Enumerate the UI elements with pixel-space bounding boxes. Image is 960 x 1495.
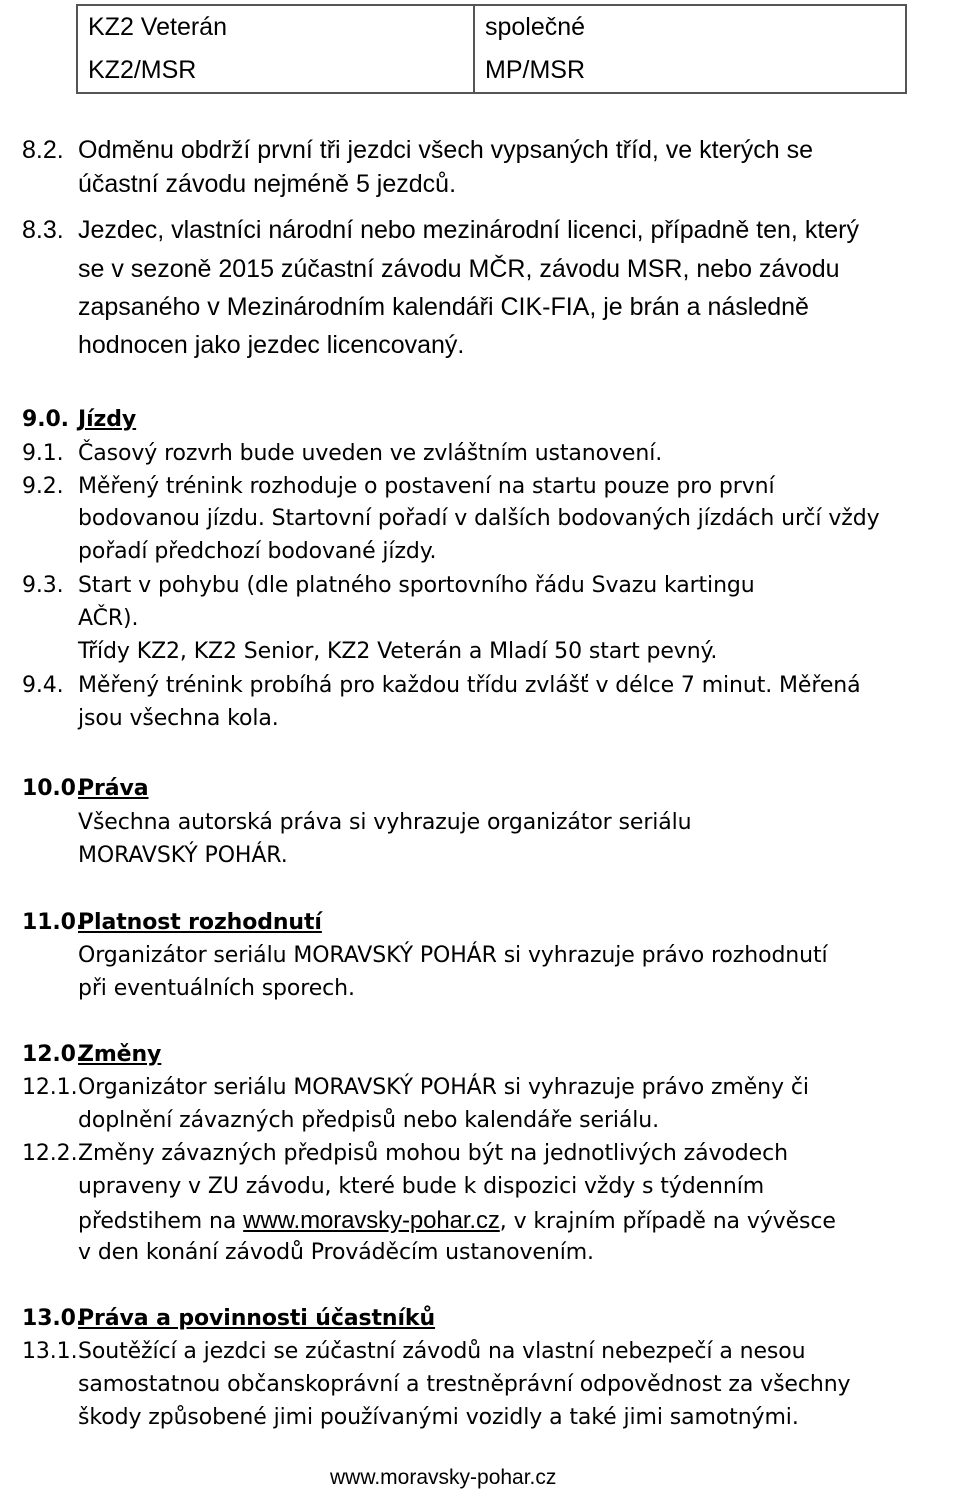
paragraph-text: , v krajním případě na vývěsce (499, 1209, 836, 1234)
section-number: 8.3. (22, 216, 64, 244)
section-number: 9.4. (22, 673, 64, 698)
section-heading: Platnost rozhodnutí (78, 910, 322, 935)
section-number: 13.1. (22, 1339, 78, 1364)
paragraph-line: Změny závazných předpisů mohou být na jednotlivých závodech (78, 1141, 788, 1166)
paragraph-line: Organizátor seriálu MORAVSKÝ POHÁR si vyhrazuje právo změny či (78, 1075, 809, 1100)
section-number: 9.3. (22, 573, 64, 598)
paragraph-line (78, 1207, 836, 1235)
table-cell-text: společné (485, 13, 586, 41)
paragraph-line: Jezdec, vlastníci národní nebo mezinárodní licenci, případně ten, který (78, 216, 859, 244)
footer-url: www.moravsky-pohar.cz (330, 1466, 557, 1489)
section-number: 9.0. (22, 407, 69, 432)
table-cell (474, 5, 906, 93)
paragraph-line: při eventuálních sporech. (78, 976, 355, 1001)
section-number: 13.0. (22, 1306, 85, 1331)
paragraph-line: AČR). (78, 606, 139, 631)
section-heading: Změny (78, 1042, 162, 1067)
section-number: 11.0. (22, 910, 85, 935)
section-number: 9.2. (22, 474, 64, 499)
paragraph-line: upraveny v ZU závodu, které bude k dispozici vždy s týdenním (78, 1174, 765, 1199)
paragraph-line: zapsaného v Mezinárodním kalendáři CIK-FIA, je brán a následně (78, 293, 809, 321)
section-number: 8.2. (22, 136, 64, 164)
section-number: 12.0. (22, 1042, 85, 1067)
paragraph-line: jsou všechna kola. (78, 706, 279, 731)
paragraph-line: Všechna autorská práva si vyhrazuje organizátor seriálu (78, 810, 692, 835)
table-cell-text: KZ2 Veterán (88, 13, 227, 41)
paragraph-line: Časový rozvrh bude uveden ve zvláštním ustanovení. (78, 441, 663, 466)
class-table (76, 4, 907, 94)
paragraph-line: bodovanou jízdu. Startovní pořadí v dalších bodovaných jízdách určí vždy (78, 506, 880, 531)
section-heading: Práva (78, 776, 149, 801)
section-number: 12.2. (22, 1141, 78, 1166)
paragraph-line: Start v pohybu (dle platného sportovního řádu Svazu kartingu (78, 573, 755, 598)
paragraph-line: Měřený trénink rozhoduje o postavení na startu pouze pro první (78, 474, 775, 499)
paragraph-line: pořadí předchozí bodované jízdy. (78, 539, 437, 564)
paragraph-line: Organizátor seriálu MORAVSKÝ POHÁR si vyhrazuje právo rozhodnutí (78, 943, 828, 968)
paragraph-line: v den konání závodů Prováděcím ustanovením. (78, 1240, 594, 1265)
paragraph-line: MORAVSKÝ POHÁR. (78, 843, 288, 868)
paragraph-line: účastní závodu nejméně 5 jezdců. (78, 170, 457, 198)
section-number: 9.1. (22, 441, 64, 466)
section-number: 10.0. (22, 776, 85, 801)
paragraph-line: se v sezoně 2015 zúčastní závodu MČR, závodu MSR, nebo závodu (78, 255, 840, 283)
paragraph-line: hodnocen jako jezdec licencovaný. (78, 331, 465, 359)
paragraph-line: doplnění závazných předpisů nebo kalendáře seriálu. (78, 1108, 660, 1133)
paragraph-line: Měřený trénink probíhá pro každou třídu zvlášť v délce 7 minut. Měřená (78, 673, 861, 698)
paragraph-text: předstihem na (78, 1209, 244, 1234)
paragraph-line: Odměnu obdrží první tři jezdci všech vypsaných tříd, ve kterých se (78, 136, 814, 164)
table-cell-text: MP/MSR (485, 56, 585, 84)
paragraph-line: Soutěžící a jezdci se zúčastní závodů na vlastní nebezpečí a nesou (78, 1339, 806, 1364)
section-number: 12.1. (22, 1075, 78, 1100)
table-cell (77, 5, 474, 93)
section-heading: Jízdy (78, 407, 137, 432)
paragraph-line: Třídy KZ2, KZ2 Senior, KZ2 Veterán a Mladí 50 start pevný. (78, 639, 718, 664)
website-link[interactable]: www.moravsky-pohar.cz (243, 1207, 500, 1234)
section-heading: Práva a povinnosti účastníků (78, 1306, 436, 1331)
paragraph-line: samostatnou občanskoprávní a trestněprávní odpovědnost za všechny (78, 1372, 851, 1397)
table-cell-text: KZ2/MSR (88, 56, 197, 84)
paragraph-line: škody způsobené jimi používanými vozidly a také jimi samotnými. (78, 1405, 799, 1430)
